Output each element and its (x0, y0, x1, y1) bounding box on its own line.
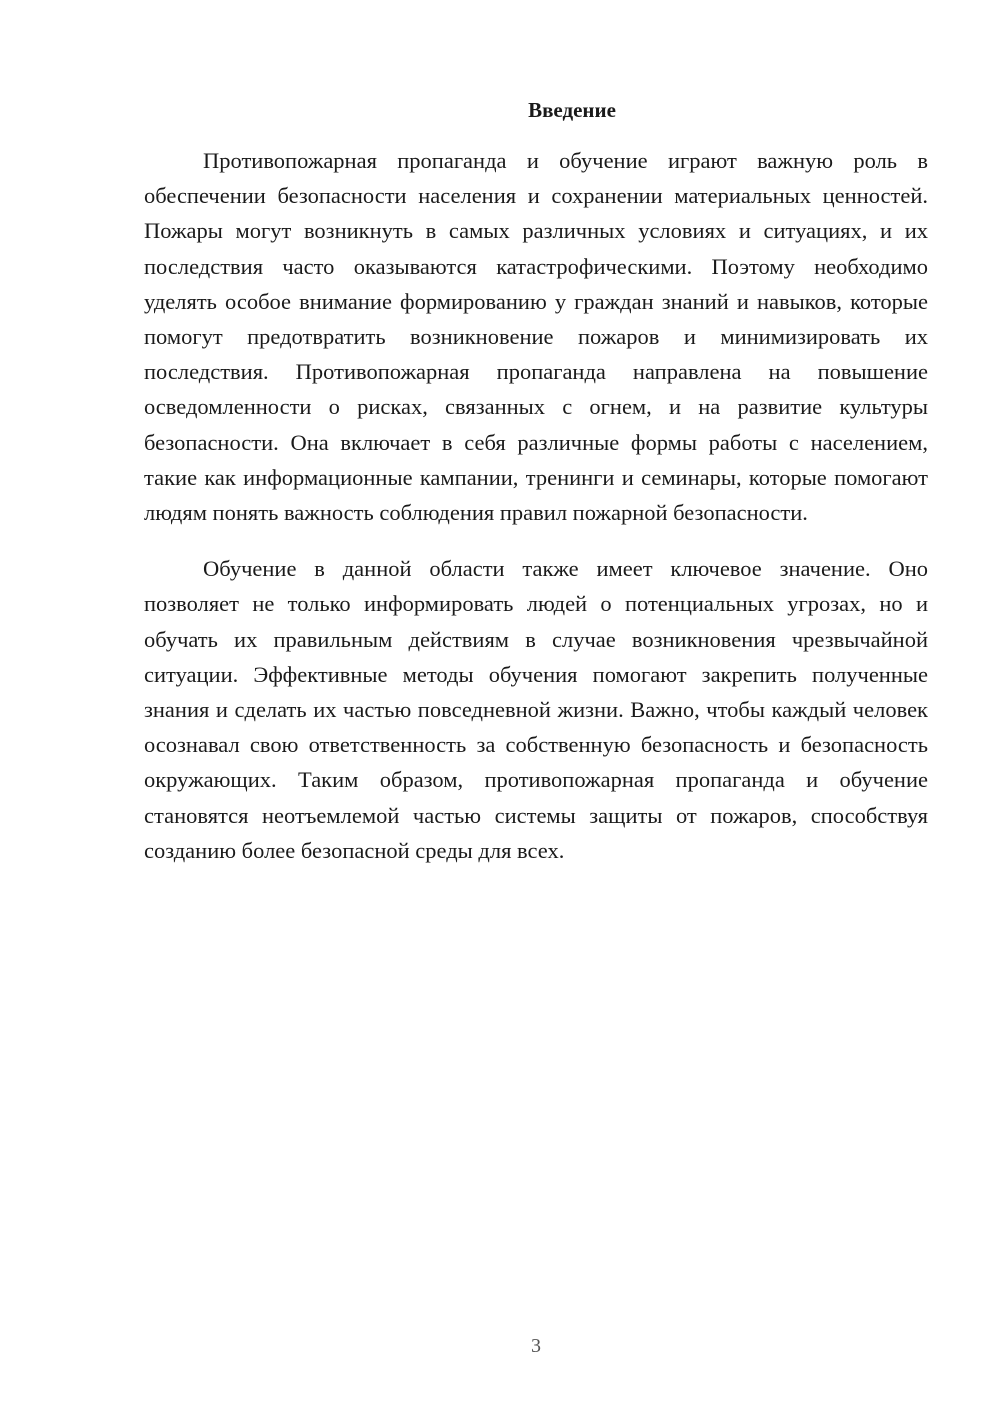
paragraph-1: Противопожарная пропаганда и обучение играют важную роль в обеспечении безопасности населения и сохранении материальных ценностей. Пожары могут возникнуть в самых различных условиях и ситуациях, и их последствия часто оказываются катастрофическими. Поэтому необходимо уделять особое внимание формированию у граждан знаний и навыков, которые помогут предотвратить возникновение пожаров и минимизировать их последствия. Противопожарная пропаганда направлена на повышение осведомленности о рисках, связанных с огнем, и на развитие культуры безопасности. Она включает в себя различные формы работы с населением, такие как информационные кампании, тренинги и семинары, которые помогают людям понять важность соблюдения правил пожарной безопасности. (144, 148, 928, 526)
section-heading: Введение (528, 98, 616, 122)
paragraph-2: Обучение в данной области также имеет ключевое значение. Оно позволяет не только информировать людей о потенциальных угрозах, но и обучать их правильным действиям в случае возникновения чрезвычайной ситуации. Эффективные методы обучения помогают закрепить полученные знания и сделать их частью повседневной жизни. Важно, чтобы каждый человек осознавал свою ответственность за собственную безопасность и безопасность окружающих. Таким образом, противопожарная пропаганда и обучение становятся неотъемлемой частью системы защиты от пожаров, способствуя созданию более безопасной среды для всех. (144, 556, 928, 863)
page-number: 3 (531, 1335, 541, 1357)
body-text (144, 143, 928, 868)
